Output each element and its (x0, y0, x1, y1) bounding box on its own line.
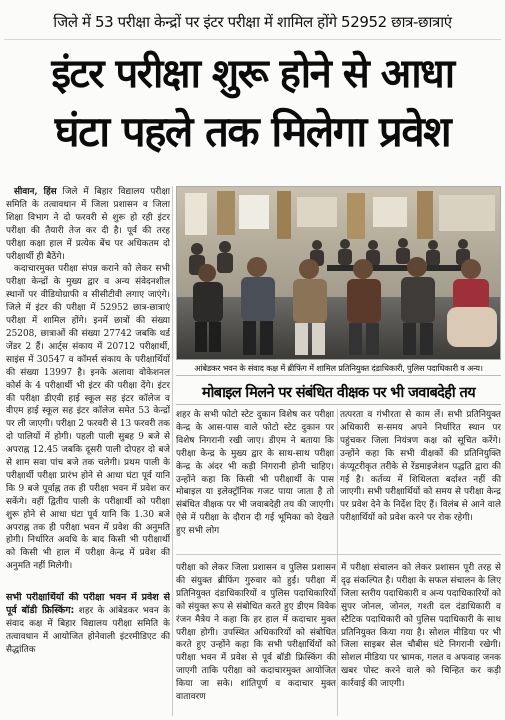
article-paragraph-5: तत्परता व गंभीरता से काम लें। सभी प्रतिनियुक्त अधिकारी स-समय अपने निर्धारित स्थान पर पहुंचकर जिला नियंत्रण कक्ष को सूचित करेंगे। उन्होंने कहा कि सभी वीक्षकों की प्रतिनियुक्ति कंप्यूटरीकृत तरीके से रेंडमाइजेशन पद्धति द्वारा की गई है। कर्तव्य में शिथिलता बर्दाश्त नहीं की जाएगी। सभी परीक्षार्थियों को समय से परीक्षा केन्द्र पर प्रवेश देने के निर्देश दिए हैं। विलंब से आने वाले परीक्षार्थियों को प्रवेश करने पर रोक रहेगी। (340, 410, 501, 524)
sub-headline: मोबाइल मिलने पर संबंधित वीक्षक पर भी जवाबदेही तय (176, 381, 501, 405)
article-column-middle-upper (176, 409, 334, 547)
article-paragraph-7: में परीक्षा संचालन को लेकर प्रशासन पूरी तरह से दृढ़ संकल्पित है। परीक्षा के सफल संचालन के लिए जिला स्तरीय पदाधिकारी व अन्य पदाधिकारियों को सुपर जोनल, जोनल, गश्ती दल दंडाधिकारी व स्टैटिक पदाधिकारी को पुलिस पदाधिकारी के साथ प्रतिनियुक्त किया गया है। सोशल मीडिया पर भी जिला साइबर सेल चौबीस घंटे निगरानी रखेगी। सोशल मीडिया पर भ्रामक, गलत व अफवाह जनक खबर पोस्ट करने वाले को चिन्हित कर कड़ी कार्रवाई की जाएगी। (341, 563, 501, 690)
photo-caption: आंबेडकर भवन के संवाद कक्ष में ब्रीफिंग में शामिल प्रतिनियुक्त दंडाधिकारी, पुलिस पदाधिकारी व अन्य। (176, 361, 501, 376)
article-column-left (6, 186, 170, 590)
article-column-left-lower (6, 592, 170, 716)
article-paragraph-2: कदाचारमुक्त परीक्षा संपन्न कराने को लेकर सभी परीक्षा केन्द्रों के मुख्य द्वार व अन्य संवेदनशील स्थानों पर वीडियोग्राफी व सीसीटीवी लगाए जाएंगे। जिले में इंटर की परीक्षा में 52952 छात्र-छात्राएं परीक्षा में शामिल होंगे। इनमें छात्रों की संख्या 25208, छात्राओं की संख्या 27742 जबकि थर्ड जेंडर 2 हैं। आर्ट्स संकाय में 20712 परीक्षार्थी, साइंस में 30547 व कॉमर्स संकाय के परीक्षार्थियों की संख्या 13997 है। इनके अलावा वोकेशनल कोर्स के 4 परीक्षार्थी भी इंटर की परीक्षा देंगे। इंटर की परीक्षा डीएवी हाई स्कूल सह इंटर कॉलेज व वीएम हाई स्कूल सह इंटर कॉलेज समेत 53 केन्द्रों पर ली जाएगी। परीक्षा 2 फरवरी से 13 फरवरी तक दो पालियों में होगी। पहली पाली सुबह 9 बजे से अपराह्न 12.45 जबकि दूसरी पाली दोपहर दो बजे से शाम सवा पांच बजे तक चलेगी। प्रथम पाली के परीक्षार्थी परीक्षा प्रारंभ होने से आधा घंटा पूर्व यानि कि 9 बजे पूर्वाह्न तक ही परीक्षा भवन में प्रवेश कर सकेंगे। वहीं द्वितीय पाली के परीक्षार्थी को परीक्षा शुरू होने से आधा घंटा पूर्व यानि कि 1.30 बजे अपराह्न तक ही परीक्षा भवन में प्रवेश की अनुमति होगी। निर्धारित अवधि के बाद किसी भी परीक्षार्थी को किसी भी हाल में परीक्षा केन्द्र में प्रवेश की अनुमति नहीं मिलेगी। (6, 264, 170, 572)
briefing-photo (176, 186, 501, 360)
column-divider-right (337, 409, 338, 716)
main-headline (2, 46, 503, 162)
dateline: सीवान, हिंस (14, 187, 57, 197)
kicker-headline: जिले में 53 परीक्षा केन्द्रों पर इंटर परीक्षा में शामिल होंगे 52952 छात्र-छात्राएं (4, 6, 501, 40)
article-column-right-lower (341, 562, 501, 716)
article-paragraph-1: जिले में बिहार विद्यालय परीक्षा समिति के तत्वावधान में जिला प्रशासन व जिला शिक्षा विभाग ने दो फरवरी से शुरू हो रही इंटर परीक्षा की तैयारी तेज कर दी है। पूर्व की तरह परीक्षा कक्षा हाल में प्रत्येक बेंच पर अधिकतम दो परीक्षार्थी ही बैठेंगे। (6, 187, 170, 262)
article-column-middle-lower (176, 562, 336, 716)
inline-subhead: सभी परीक्षार्थियों की परीक्षा भवन में प्रवेश से पूर्व बॉडी फ्रिस्किंग: (6, 592, 170, 616)
section-divider (176, 554, 501, 555)
headline-line-1: इंटर परीक्षा शुरू होने से आधा (51, 51, 454, 97)
article-paragraph-4: शहर के सभी फोटो स्टेट दुकान विशेष कर परीक्षा केन्द्र के आस-पास वाले फोटो स्टेट दुकान पर विशेष निगरानी रखी जाए। डीएम ने बताया कि परीक्षा केन्द्र के मुख्य द्वार के साथ-साथ परीक्षा केन्द्र के अंदर भी कड़ी निगरानी होनी चाहिए। उन्होंने कहा कि किसी भी परीक्षार्थी के पास मोबाइल या इलेक्ट्रॉनिक गजट पाया जाता है तो संबंधित वीक्षक पर भी जवाबदेही तय की जाएगी। ऐसे में परीक्षा के दौरान दी गई भूमिका को देखते हुए सभी लोग (176, 410, 334, 537)
article-column-right-upper (340, 409, 501, 547)
article-paragraph-3: शहर के आंबेडकर भवन के संवाद कक्ष में बिहार विद्यालय परीक्षा समिति के तत्वावधान में आयोजित होनेवाली इंटरमीडिएट की सैद्धांतिक (6, 605, 170, 655)
headline-line-2: घंटा पहले तक मिलेगा प्रवेश (54, 107, 451, 156)
column-divider-left (172, 186, 173, 716)
article-paragraph-6: परीक्षा को लेकर जिला प्रशासन व पुलिस प्रशासन की संयुक्त ब्रीफिंग गुरुवार को हुई। परीक्षा में प्रतिनियुक्त दंडाधिकारियों व पुलिस पदाधिकारियों को संयुक्त रूप से संबोधित करते हुए डीएम विवेक रंजन मैत्रेय ने कहा कि हर हाल में कदाचार मुक्त परीक्षा होगी। उपस्थित अधिकारियों को संबोधित करते हुए उन्होंने कहा कि सभी परीक्षार्थियों को परीक्षा भवन में प्रवेश से पूर्व बॉडी फ्रिस्किंग की जाएगी ताकि परीक्षा को कदाचारमुक्त आयोजित किया जा सके। शांतिपूर्ण व कदाचार मुक्त वातावरण (176, 563, 336, 703)
